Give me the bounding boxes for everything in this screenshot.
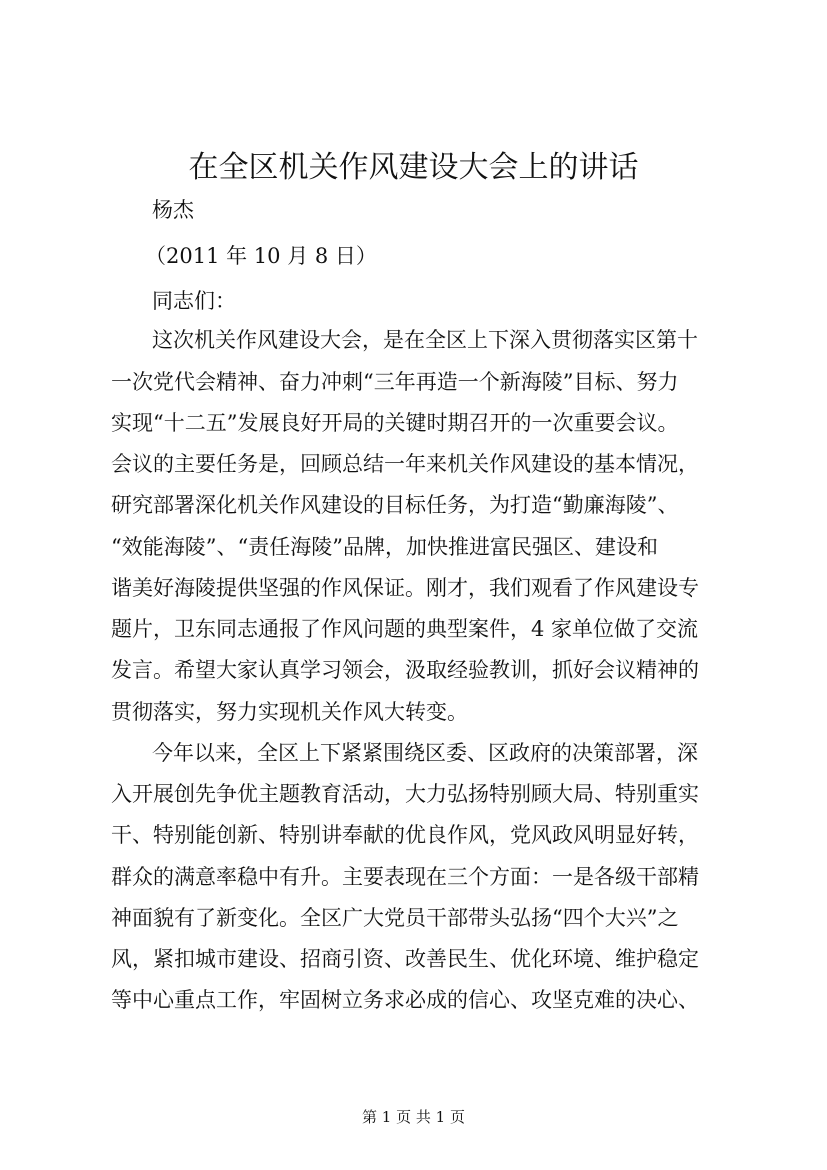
body-line: 群众的满意率稳中有升。主要表现在三个方面：一是各级干部精 [111, 865, 699, 889]
body-line: 风，紧扣城市建设、招商引资、改善民生、优化环境、维护稳定 [111, 947, 699, 971]
author-line: 杨杰 [152, 198, 194, 222]
body-line: 谐美好海陵提供坚强的作风保证。刚才，我们观看了作风建设专 [111, 576, 699, 600]
body-line: 入开展创先争优主题教育活动，大力弘扬特别顾大局、特别重实 [111, 782, 699, 806]
body-line: 今年以来，全区上下紧紧围绕区委、区政府的决策部署，深 [152, 741, 698, 765]
body-line: 神面貌有了新变化。全区广大党员干部带头弘扬“四个大兴”之 [111, 906, 679, 930]
body-line: 等中心重点工作，牢固树立务求必成的信心、攻坚克难的决心、 [111, 988, 699, 1012]
body-line: 会议的主要任务是，回顾总结一年来机关作风建设的基本情况， [111, 452, 699, 476]
salutation-line: 同志们： [152, 289, 236, 313]
body-line: 发言。希望大家认真学习领会，汲取经验教训，抓好会议精神的 [111, 658, 699, 682]
body-line: 这次机关作风建设大会，是在全区上下深入贯彻落实区第十 [152, 328, 698, 352]
body-line: 研究部署深化机关作风建设的目标任务，为打造“勤廉海陵”、 [111, 493, 679, 517]
body-line: 干、特别能创新、特别讲奉献的优良作风，党风政风明显好转， [111, 823, 699, 847]
body-line: 贯彻落实，努力实现机关作风大转变。 [111, 700, 468, 724]
body-line: “效能海陵”、“责任海陵”品牌，加快推进富民强区、建设和 [111, 535, 658, 559]
date-line: （2011 年 10 月 8 日） [145, 244, 377, 268]
page-footer: 第 1 页 共 1 页 [362, 1108, 465, 1126]
body-line: 题片，卫东同志通报了作风问题的典型案件，4 家单位做了交流 [111, 617, 699, 641]
body-line: 一次党代会精神、奋力冲刺“三年再造一个新海陵”目标、努力 [111, 370, 679, 394]
body-line: 实现“十二五”发展良好开局的关键时期召开的一次重要会议。 [111, 411, 679, 435]
document-title: 在全区机关作风建设大会上的讲话 [188, 150, 639, 185]
